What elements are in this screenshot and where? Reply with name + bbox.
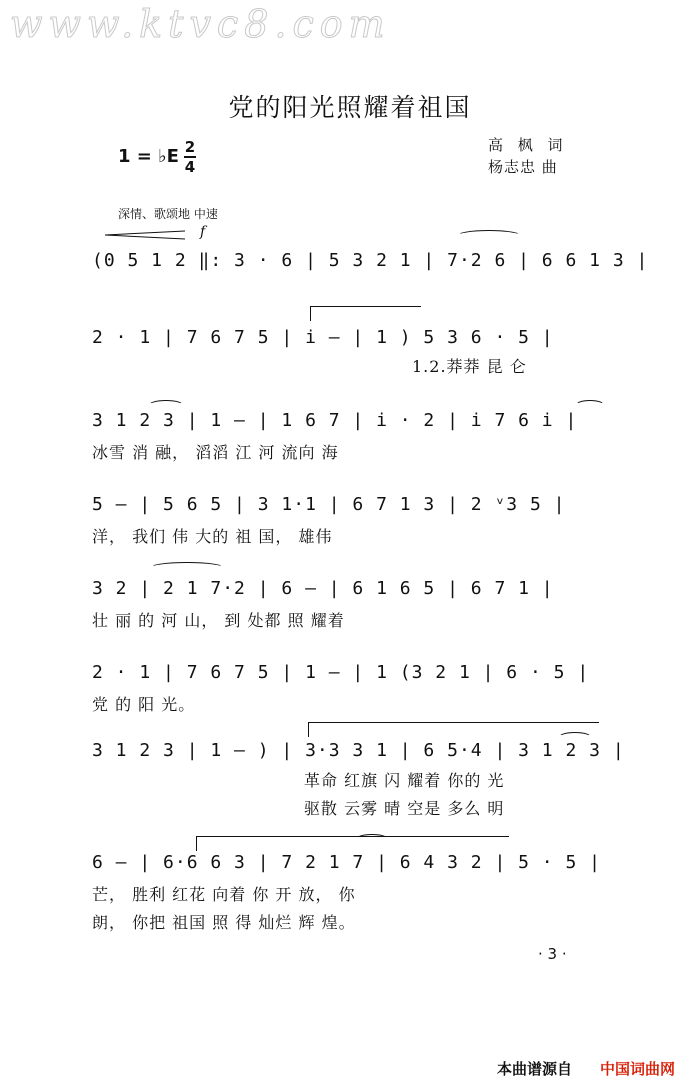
watermark: www.ktvc8.com bbox=[10, 2, 391, 46]
score-line-1-notes: (0 5 1 2 ‖: 3 · 6 | 5 3 2 1 | 7·2 6 | 6 6 1 3 | bbox=[92, 250, 649, 271]
tempo-marking: 深情、歌颂地 中速 bbox=[118, 207, 218, 221]
score-line-7-lyrics-1: 革命 红旗 闪 耀着 你的 光 bbox=[304, 771, 505, 790]
page-number: · 3 · bbox=[538, 945, 567, 963]
score-line-8-lyrics-2: 朗， 你把 祖国 照 得 灿烂 辉 煌。 bbox=[92, 913, 356, 932]
key-signature: 1 = ♭E bbox=[118, 146, 179, 167]
site-name-link[interactable]: 中国词曲网 bbox=[600, 1060, 676, 1078]
lyricist-credit: 高 枫 词 bbox=[488, 136, 568, 154]
score-line-2-lyrics-1: 1.2.莽莽 昆 仑 bbox=[412, 357, 527, 376]
song-title: 党的阳光照耀着祖国 bbox=[228, 93, 472, 122]
score-line-5-notes: 3 2 | 2 1 7·2 | 6 — | 6 1 6 5 | 6 7 1 | bbox=[92, 578, 554, 599]
composer-credit: 杨志忠 曲 bbox=[488, 158, 558, 176]
slur-mark bbox=[148, 400, 184, 411]
meter-bottom: 4 bbox=[184, 158, 196, 176]
score-line-5-lyrics-1: 壮 丽 的 河 山， 到 处都 照 耀着 bbox=[92, 611, 345, 630]
score-line-6-notes: 2 · 1 | 7 6 7 5 | 1 — | 1 (3 2 1 | 6 · 5 | bbox=[92, 662, 590, 683]
volta-bracket bbox=[310, 306, 421, 321]
slur-mark bbox=[457, 230, 521, 241]
score-line-8-notes: 6 — | 6·6 6 3 | 7 2 1 7 | 6 4 3 2 | 5 · 5 | bbox=[92, 852, 601, 873]
score-line-4-notes: 5 — | 5 6 5 | 3 1·1 | 6 7 1 3 | 2 ᵛ3 5 | bbox=[92, 494, 566, 515]
slur-mark bbox=[150, 562, 224, 573]
score-line-8-lyrics-1: 芒， 胜利 红花 向着 你 开 放， 你 bbox=[92, 885, 356, 904]
score-line-7-lyrics-2: 驱散 云雾 晴 空是 多么 明 bbox=[304, 799, 505, 818]
volta-bracket bbox=[308, 722, 599, 737]
score-line-4-lyrics-1: 洋， 我们 伟 大的 祖 国， 雄伟 bbox=[92, 527, 333, 546]
slur-mark bbox=[558, 732, 592, 743]
crescendo-mark bbox=[105, 230, 185, 240]
dynamic-marking: f bbox=[200, 224, 206, 240]
score-line-3-notes: 3 1 2 3 | 1 — | 1 6 7 | i · 2 | i 7 6 i | bbox=[92, 410, 578, 431]
score-line-2-notes: 2 · 1 | 7 6 7 5 | i — | 1 ) 5 3 6 · 5 | bbox=[92, 327, 554, 348]
score-line-3-lyrics-1: 冰雪 消 融， 滔滔 江 河 流向 海 bbox=[92, 443, 339, 462]
time-signature bbox=[184, 138, 196, 176]
source-label: 本曲谱源自 bbox=[497, 1060, 573, 1078]
meter-top: 2 bbox=[184, 138, 196, 156]
slur-mark bbox=[575, 400, 605, 411]
score-line-7-notes: 3 1 2 3 | 1 — ) | 3·3 3 1 | 6 5·4 | 3 1 2 3 | bbox=[92, 740, 625, 761]
score-line-6-lyrics-1: 党 的 阳 光。 bbox=[92, 695, 196, 714]
volta-bracket bbox=[196, 836, 509, 851]
